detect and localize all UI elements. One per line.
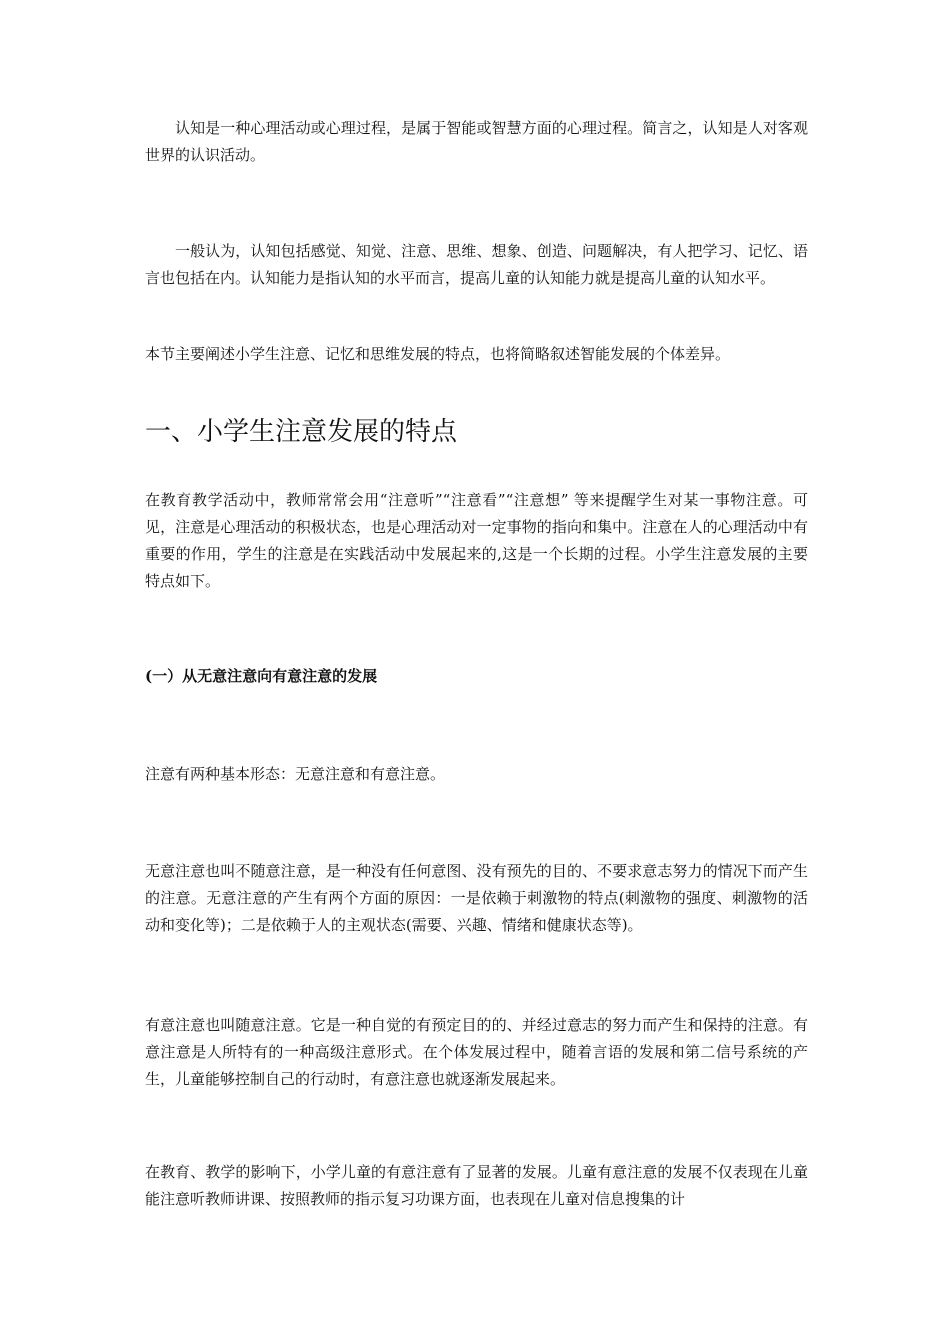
paragraph-attention-intro: 在教育教学活动中，教师常常会用“注意听”“注意看”“注意想” 等来提醒学生对某一事物注意。可见，注意是心理活动的积极状态，也是心理活动对一定事物的指向和集中。注意在人的心理活动中有重要的作用，学生的注意是在实践活动中发展起来的,这是一个长期的过程。小学生注意发展的主要特点如下。 <box>145 491 808 590</box>
paragraph-attention-development: 在教育、教学的影响下，小学儿童的有意注意有了显著的发展。儿童有意注意的发展不仅表现在儿童能注意听教师讲课、按照教师的指示复习功课方面，也表现在儿童对信息搜集的计 <box>145 1163 808 1208</box>
paragraph-cognition-scope: 一般认为，认知包括感觉、知觉、注意、思维、想象、创造、问题解决，有人把学习、记忆、语言也包括在内。认知能力是指认知的水平而言，提高儿童的认知能力就是提高儿童的认知水平。 <box>145 242 808 287</box>
paragraph-attention-forms: 注意有两种基本形态：无意注意和有意注意。 <box>145 765 446 783</box>
paragraph-cognition-definition: 认知是一种心理活动或心理过程，是属于智能或智慧方面的心理过程。简言之，认知是人对客观世界的认识活动。 <box>145 119 808 164</box>
section-heading: 一、小学生注意发展的特点 <box>145 417 458 447</box>
subsection-heading: (一）从无意注意向有意注意的发展 <box>145 667 378 685</box>
paragraph-voluntary-attention: 有意注意也叫随意注意。它是一种自觉的有预定目的的、并经过意志的努力而产生和保持的注意。有意注意是人所特有的一种高级注意形式。在个体发展过程中，随着言语的发展和第二信号系统的产生，儿童能够控制自己的行动时，有意注意也就逐渐发展起来。 <box>145 1016 808 1088</box>
paragraph-section-overview: 本节主要阐述小学生注意、记忆和思维发展的特点，也将简略叙述智能发展的个体差异。 <box>145 345 731 363</box>
paragraph-involuntary-attention: 无意注意也叫不随意注意，是一种没有任何意图、没有预先的目的、不要求意志努力的情况下而产生的注意。无意注意的产生有两个方面的原因：一是依赖于刺激物的特点(刺激物的强度、刺激物的活动和变化等)；二是依赖于人的主观状态(需要、兴趣、情绪和健康状态等)。 <box>145 862 808 934</box>
